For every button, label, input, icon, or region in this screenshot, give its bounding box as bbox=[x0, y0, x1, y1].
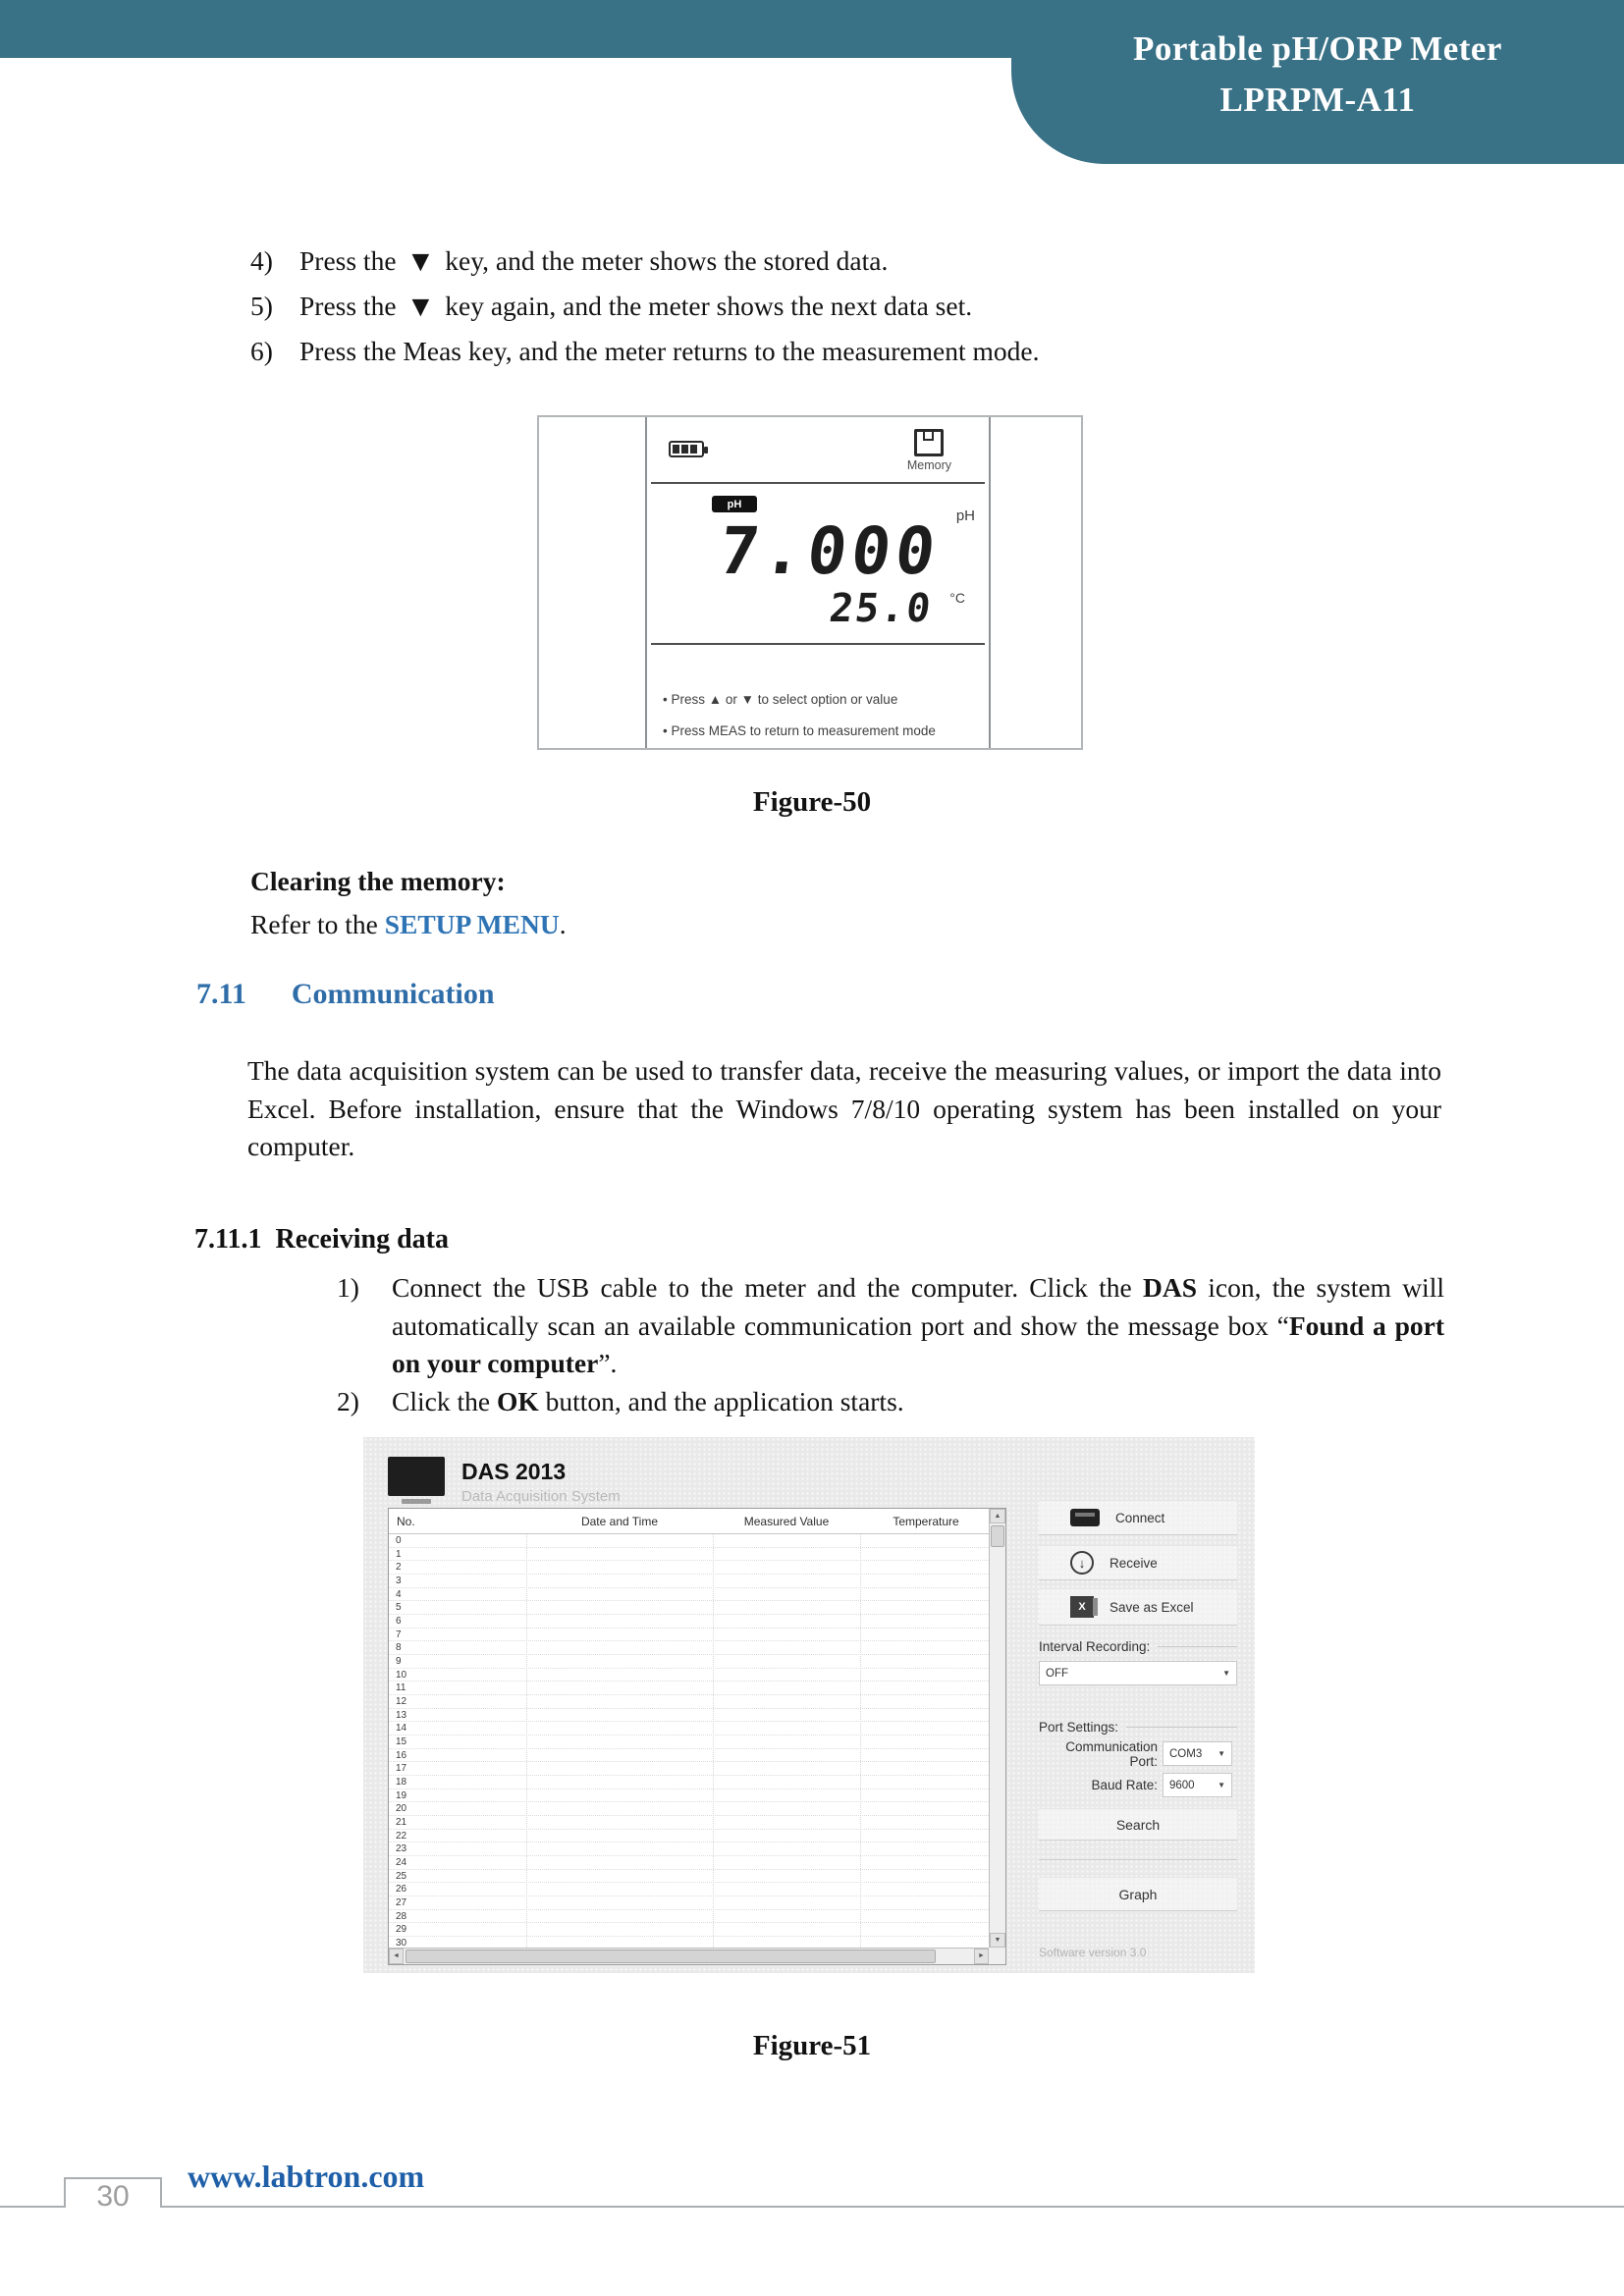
button-label: Receive bbox=[1110, 1555, 1158, 1571]
chevron-down-icon: ▼ bbox=[1222, 1669, 1230, 1678]
search-button[interactable]: Search bbox=[1039, 1808, 1237, 1841]
table-row[interactable]: 24 bbox=[389, 1856, 989, 1870]
clearing-text bbox=[250, 909, 567, 940]
footer-line bbox=[0, 2206, 66, 2208]
divider bbox=[989, 417, 991, 748]
figure-50-meter bbox=[537, 415, 1083, 750]
down-triangle-icon: ▼ bbox=[406, 245, 436, 278]
table-row[interactable]: 23 bbox=[389, 1842, 989, 1856]
table-row[interactable]: 5 bbox=[389, 1601, 989, 1615]
table-row[interactable]: 6 bbox=[389, 1615, 989, 1629]
das-side-panel bbox=[1039, 1437, 1237, 1973]
table-row[interactable]: 1 bbox=[389, 1548, 989, 1562]
table-row[interactable]: 22 bbox=[389, 1830, 989, 1843]
graph-button[interactable]: Graph bbox=[1039, 1877, 1237, 1911]
column-header-measured: Measured Value bbox=[743, 1515, 830, 1528]
baud-rate-row bbox=[1039, 1773, 1237, 1797]
list-item bbox=[337, 1269, 1444, 1383]
communication-port-label: Communication Port: bbox=[1065, 1738, 1158, 1769]
table-row[interactable]: 29 bbox=[389, 1923, 989, 1937]
chevron-down-icon: ▼ bbox=[1218, 1749, 1225, 1758]
scroll-down-icon[interactable]: ▼ bbox=[990, 1933, 1005, 1948]
interval-recording-label: Interval Recording: bbox=[1039, 1639, 1151, 1654]
header-title-box bbox=[1011, 0, 1624, 164]
connect-device-icon bbox=[1070, 1509, 1100, 1526]
table-row[interactable]: 26 bbox=[389, 1883, 989, 1896]
subsection-title: Receiving data bbox=[275, 1224, 449, 1255]
table-row[interactable]: 17 bbox=[389, 1762, 989, 1776]
table-row[interactable]: 10 bbox=[389, 1669, 989, 1682]
divider bbox=[651, 482, 985, 484]
text: Connect the USB cable to the meter and the computer. Click the bbox=[392, 1272, 1143, 1303]
table-row[interactable]: 27 bbox=[389, 1896, 989, 1910]
list-item bbox=[337, 1383, 1444, 1421]
table-row[interactable]: 30 bbox=[389, 1937, 989, 1948]
clearing-heading: Clearing the memory: bbox=[250, 866, 506, 896]
selected-value: 9600 bbox=[1169, 1779, 1195, 1791]
communication-port-row bbox=[1039, 1738, 1237, 1769]
temperature-reading: 25.0 bbox=[826, 586, 935, 631]
port-settings-label: Port Settings: bbox=[1039, 1720, 1119, 1735]
section-heading bbox=[196, 978, 495, 1011]
button-label: Save as Excel bbox=[1110, 1599, 1194, 1615]
text: Click the bbox=[392, 1385, 497, 1416]
website-link[interactable]: www.labtron.com bbox=[188, 2159, 425, 2194]
table-row[interactable]: 15 bbox=[389, 1735, 989, 1749]
table-row[interactable]: 12 bbox=[389, 1695, 989, 1709]
horizontal-scrollbar[interactable] bbox=[389, 1948, 989, 1964]
list-number: 1) bbox=[337, 1272, 359, 1303]
table-row[interactable]: 19 bbox=[389, 1789, 989, 1803]
list-text: Press the Meas key, and the meter returns to the measurement mode. bbox=[299, 336, 1040, 366]
port-settings-row bbox=[1039, 1720, 1237, 1735]
hint-text: Press ▲ or ▼ to select option or value bbox=[671, 692, 898, 707]
connect-button[interactable] bbox=[1039, 1500, 1237, 1535]
table-row[interactable]: 0 bbox=[389, 1534, 989, 1548]
bold-text: OK bbox=[496, 1385, 539, 1416]
scrollbar-corner bbox=[989, 1948, 1005, 1964]
footer-tab-edge bbox=[160, 2177, 162, 2208]
divider bbox=[1158, 1646, 1237, 1647]
receive-button[interactable] bbox=[1039, 1545, 1237, 1580]
baud-rate-label: Baud Rate: bbox=[1091, 1778, 1158, 1792]
bold-text: Found a port on your computer bbox=[392, 1309, 1445, 1378]
list-item bbox=[250, 329, 1448, 374]
vertical-scrollbar[interactable] bbox=[989, 1509, 1005, 1948]
save-as-excel-button[interactable] bbox=[1039, 1588, 1237, 1626]
meter-hint bbox=[663, 692, 983, 707]
table-row[interactable]: 4 bbox=[389, 1588, 989, 1602]
table-row[interactable]: 11 bbox=[389, 1682, 989, 1695]
selected-value: OFF bbox=[1046, 1667, 1068, 1680]
list-text: Press the bbox=[299, 245, 397, 276]
list-number: 4) bbox=[250, 245, 273, 276]
setup-menu-link[interactable]: SETUP MENU bbox=[384, 909, 560, 939]
das-application-window bbox=[363, 1437, 1255, 1973]
ph-unit-label: pH bbox=[955, 507, 975, 524]
table-body bbox=[389, 1534, 989, 1948]
down-triangle-icon: ▼ bbox=[406, 291, 436, 323]
table-row[interactable]: 9 bbox=[389, 1655, 989, 1669]
text: button, and the application starts. bbox=[538, 1385, 904, 1416]
section-paragraph: The data acquisition system can be used to transfer data, receive the measuring values, or import the data into Excel. Before installation, ensure that the Windows 7/8/10 operating system has been installed on your computer. bbox=[247, 1055, 1441, 1161]
table-row[interactable]: 3 bbox=[389, 1575, 989, 1588]
meter-lcd bbox=[647, 417, 989, 748]
table-row[interactable]: 28 bbox=[389, 1910, 989, 1924]
memory-indicator bbox=[907, 429, 951, 472]
table-row[interactable]: 2 bbox=[389, 1561, 989, 1575]
floppy-disk-icon bbox=[914, 429, 944, 456]
celsius-unit-label: °C bbox=[949, 590, 965, 606]
excel-icon: X bbox=[1070, 1596, 1094, 1618]
interval-recording-select[interactable] bbox=[1039, 1661, 1237, 1685]
scrollbar-thumb[interactable] bbox=[406, 1949, 936, 1963]
list-number: 2) bbox=[337, 1385, 359, 1416]
das-app-subtitle: Data Acquisition System bbox=[461, 1488, 621, 1505]
list-number: 6) bbox=[250, 336, 273, 366]
table-row[interactable]: 13 bbox=[389, 1709, 989, 1723]
section-title: Communication bbox=[291, 978, 495, 1010]
table-row[interactable]: 25 bbox=[389, 1870, 989, 1884]
table-row[interactable]: 18 bbox=[389, 1776, 989, 1789]
column-header-date: Date and Time bbox=[580, 1515, 659, 1528]
scroll-right-icon[interactable]: ► bbox=[974, 1949, 989, 1964]
column-header-temperature: Temperature bbox=[893, 1515, 959, 1528]
list-item bbox=[250, 239, 1448, 284]
bullet-icon: • bbox=[663, 723, 668, 738]
list-item bbox=[250, 284, 1448, 329]
footer-tab-edge bbox=[64, 2177, 66, 2208]
software-version: Software version 3.0 bbox=[1039, 1946, 1147, 1959]
data-table bbox=[388, 1508, 1006, 1965]
subsection-heading bbox=[194, 1224, 449, 1255]
column-header-no: No. bbox=[397, 1515, 415, 1528]
table-row[interactable]: 16 bbox=[389, 1749, 989, 1763]
selected-value: COM3 bbox=[1169, 1747, 1203, 1760]
text: icon, the system will automatically scan an available communication port and show the message box “ bbox=[392, 1272, 1444, 1341]
page-title: Portable pH/ORP Meter bbox=[1133, 29, 1502, 68]
column-separator bbox=[713, 1534, 714, 1948]
battery-icon bbox=[669, 441, 704, 457]
list-text: key again, and the meter shows the next data set. bbox=[445, 291, 973, 321]
figure-51-caption: Figure-51 bbox=[752, 2030, 872, 2061]
table-row[interactable]: 8 bbox=[389, 1641, 989, 1655]
divider bbox=[651, 643, 985, 645]
divider bbox=[1126, 1727, 1237, 1728]
bold-text: DAS bbox=[1142, 1272, 1197, 1303]
download-arrow-icon: ↓ bbox=[1070, 1551, 1094, 1575]
hint-text: Press MEAS to return to measurement mode bbox=[671, 723, 936, 738]
column-separator bbox=[526, 1534, 527, 1948]
baud-rate-select[interactable] bbox=[1163, 1773, 1232, 1797]
mode-badge: pH bbox=[712, 496, 757, 512]
table-header bbox=[389, 1509, 989, 1534]
chevron-down-icon: ▼ bbox=[1218, 1781, 1225, 1789]
list-text: key, and the meter shows the stored data. bbox=[445, 245, 889, 276]
scroll-up-icon[interactable]: ▲ bbox=[990, 1509, 1005, 1523]
section-number: 7.11 bbox=[196, 978, 246, 1010]
communication-port-select[interactable] bbox=[1163, 1741, 1232, 1766]
interval-recording-row bbox=[1039, 1639, 1237, 1654]
footer-line bbox=[162, 2206, 1624, 2208]
table-row[interactable]: 20 bbox=[389, 1802, 989, 1816]
steps-list-top bbox=[250, 239, 1448, 374]
page-number: 30 bbox=[96, 2180, 130, 2213]
model-number: LPRPM-A11 bbox=[1219, 80, 1416, 119]
bullet-icon: • bbox=[663, 692, 668, 707]
text: . bbox=[559, 909, 567, 939]
subsection-number: 7.11.1 bbox=[194, 1224, 262, 1255]
scrollbar-thumb[interactable] bbox=[991, 1525, 1004, 1547]
scroll-left-icon[interactable]: ◄ bbox=[389, 1949, 404, 1964]
column-separator bbox=[860, 1534, 861, 1948]
text: ”. bbox=[598, 1348, 618, 1378]
meter-hint bbox=[663, 723, 983, 738]
main-reading: 7.000 bbox=[715, 513, 945, 589]
text: Refer to the bbox=[250, 909, 385, 939]
table-row[interactable]: 14 bbox=[389, 1722, 989, 1735]
list-number: 5) bbox=[250, 291, 273, 321]
memory-label: Memory bbox=[906, 458, 951, 472]
figure-50-caption: Figure-50 bbox=[752, 786, 872, 818]
table-row[interactable]: 21 bbox=[389, 1816, 989, 1830]
table-row[interactable]: 7 bbox=[389, 1629, 989, 1642]
footer-tab-top bbox=[64, 2177, 162, 2179]
clearing-memory-block bbox=[250, 866, 567, 940]
button-label: Connect bbox=[1115, 1510, 1165, 1525]
das-logo-icon bbox=[388, 1457, 445, 1496]
steps-list-sub bbox=[337, 1269, 1444, 1420]
divider bbox=[1039, 1859, 1237, 1860]
list-text: Press the bbox=[299, 291, 397, 321]
das-app-title: DAS 2013 bbox=[461, 1459, 567, 1484]
